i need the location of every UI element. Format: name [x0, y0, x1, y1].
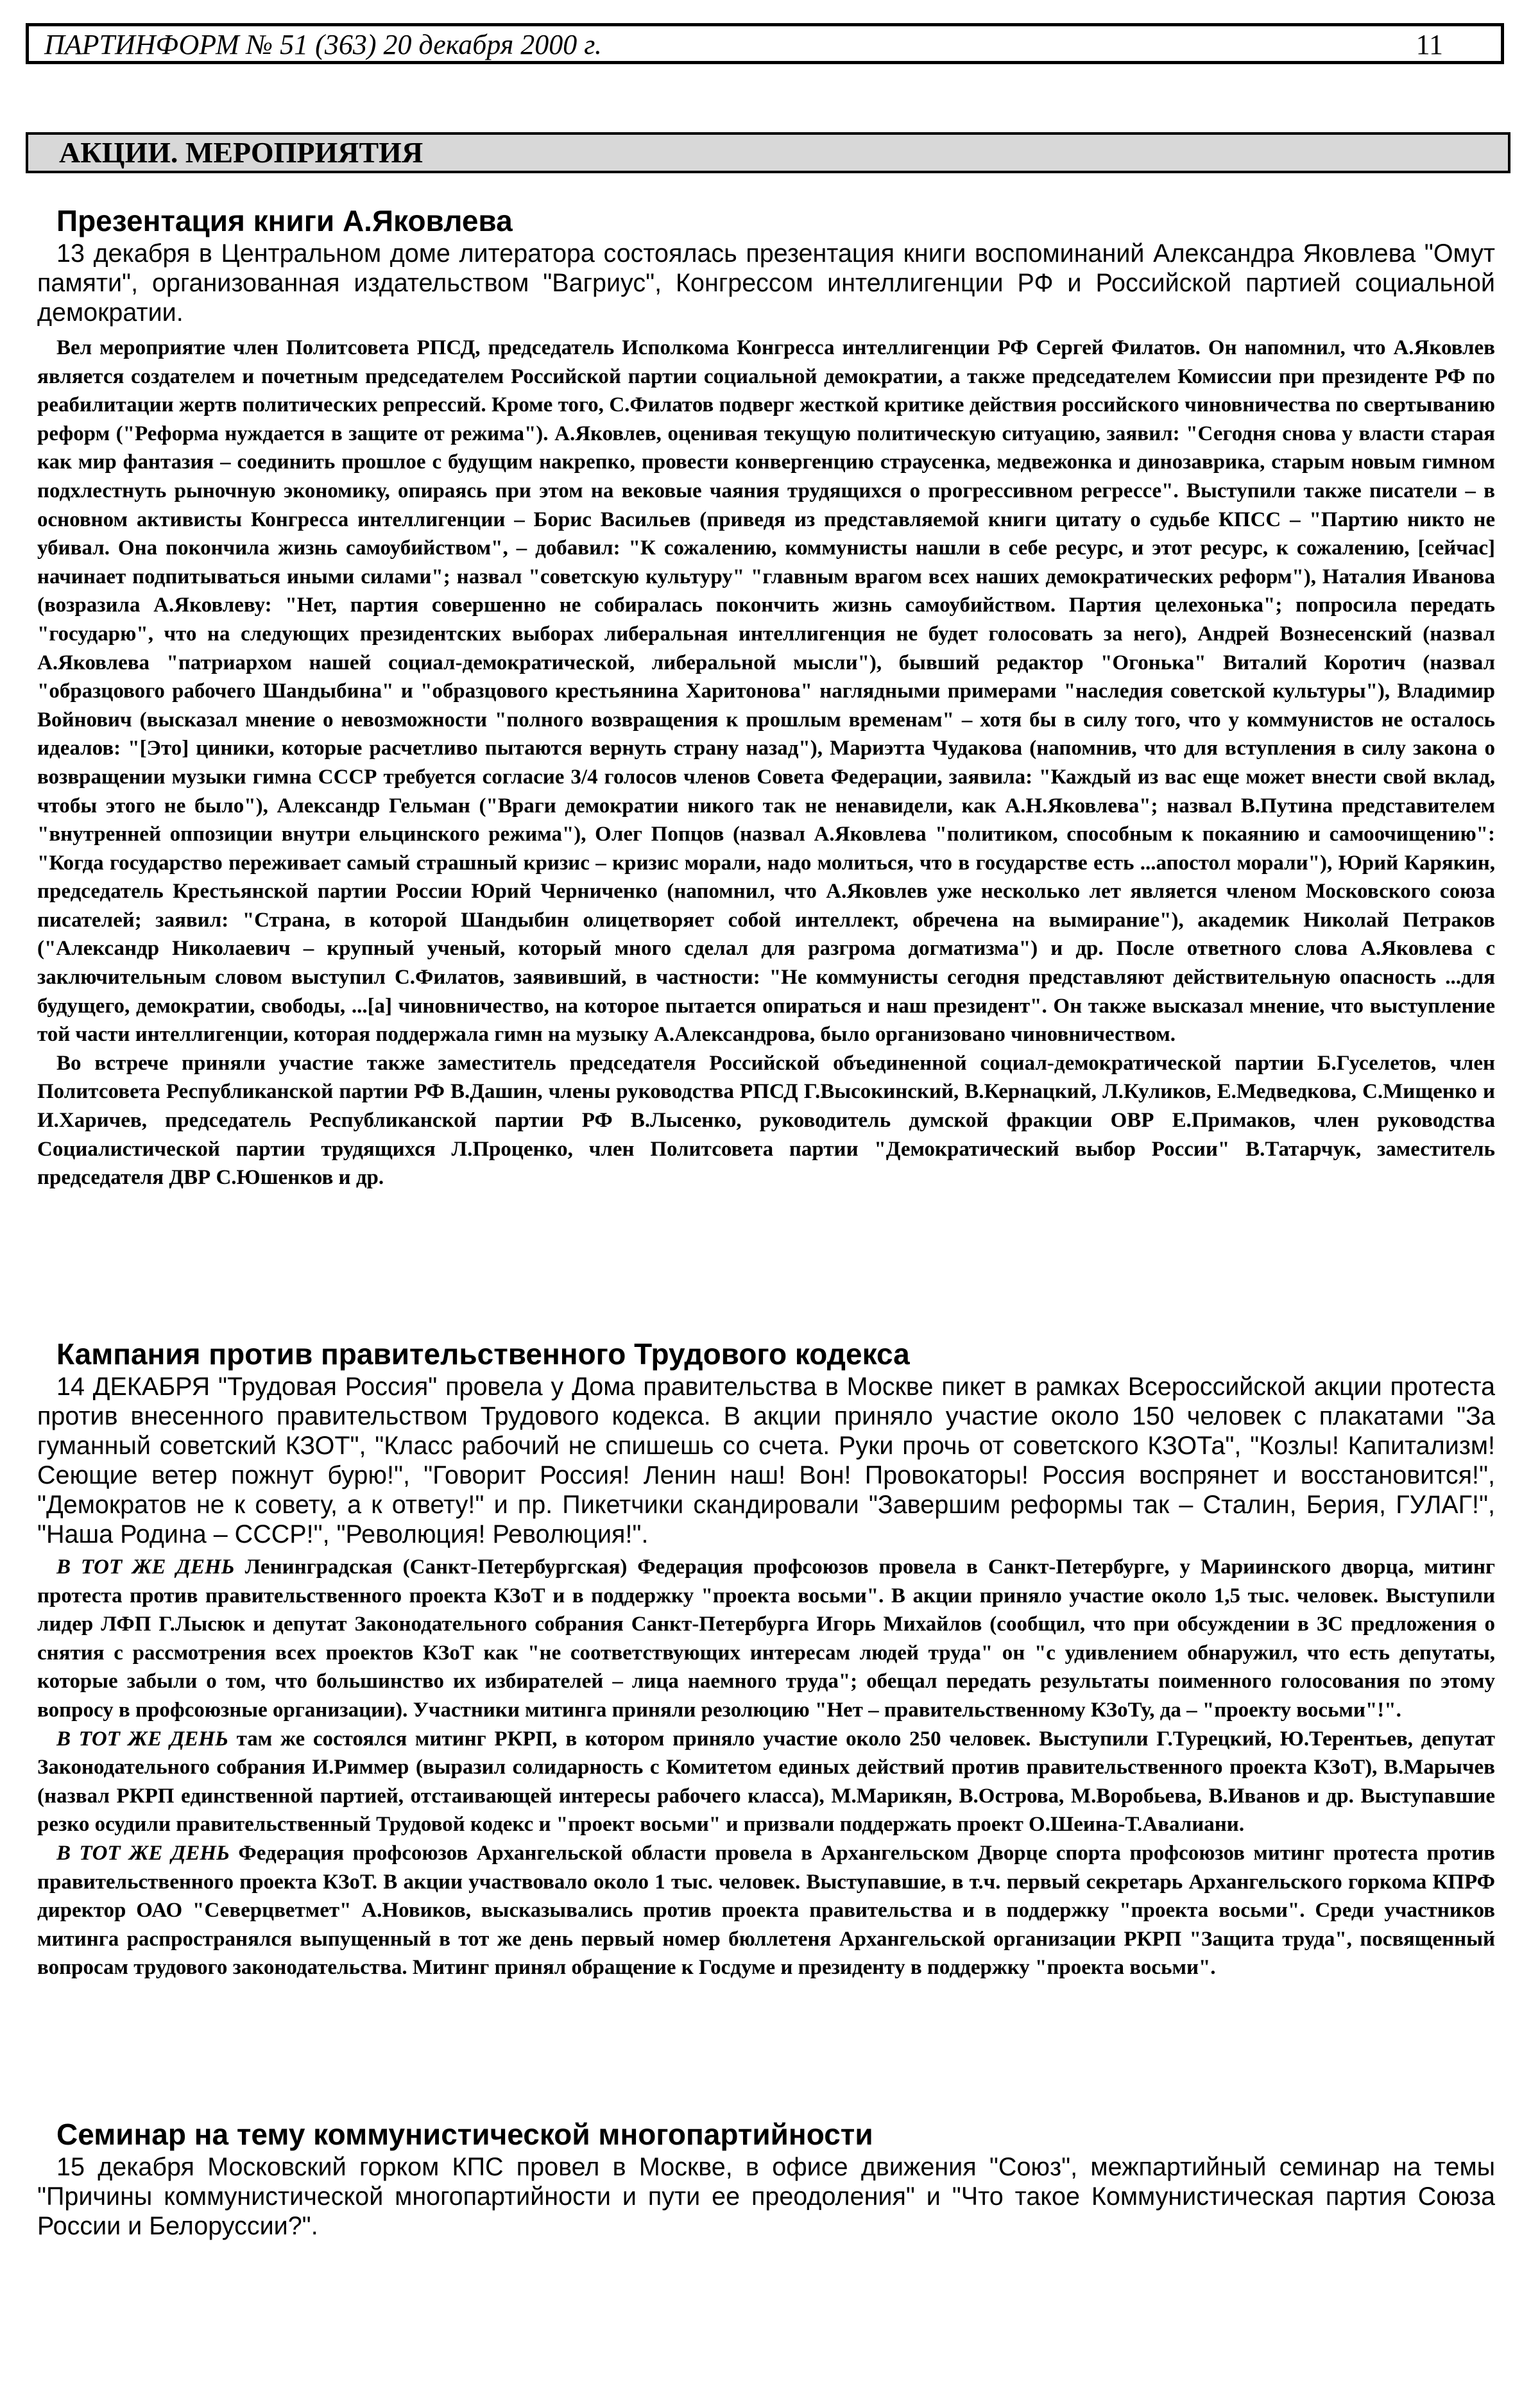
- paragraph-lead-in: В ТОТ ЖЕ ДЕНЬ: [56, 1727, 228, 1751]
- article-lead: 13 декабря в Центральном доме литератора состоялась презентация книги воспоминаний Александра Яковлева "Омут памяти", организованная издательством "Вагриус", Конгрессом интеллигенции РФ и Российской партией социальной демократии.: [37, 239, 1495, 327]
- article-paragraph: [37, 1553, 1495, 1725]
- article-paragraph: [37, 1725, 1495, 1839]
- article-title: Презентация книги А.Яковлева: [56, 204, 513, 237]
- article-seminar: [37, 2118, 1495, 2241]
- article-book-presentation: [37, 204, 1495, 1192]
- paragraph-text: Ленинградская (Санкт-Петербургская) Федерация профсоюзов провела в Санкт-Петербурге, у Мариинского дворца, митинг протеста против правительственного проекта КЗоТ и в поддержку "проекта восьми". В акции приняло участие около 1,5 тыс. человек. Выступили лидер ЛФП Г.Лысюк и депутат Законодательного собрания Санкт-Петербурга Игорь Михайлов (сообщил, что при обсуждении в ЗС предложения о снятия с рассмотрения всех проектов КЗоТ как "не соответствующих интересам людей труда" он "с удивлением обнаружил, что есть депутаты, которые забыли о том, что большинство их избирателей – лица наемного труда"; обещал передать результаты поименного голосования по этому вопросу в профсоюзные организации). Участники митинга приняли резолюцию "Нет – правительственному КЗоТу, да – "проекту восьми"!".: [37, 1555, 1495, 1722]
- publication-title: ПАРТИНФОРМ № 51 (363) 20 декабря 2000 г.: [44, 29, 602, 60]
- article-title: Кампания против правительственного Трудового кодекса: [56, 1337, 910, 1371]
- article-title: Семинар на тему коммунистической многопартийности: [56, 2118, 873, 2151]
- article-lead: 15 декабря Московский горком КПС провел в Москве, в офисе движения "Союз", межпартийный семинар на темы "Причины коммунистической многопартийности и пути ее преодоления" и "Что такое Коммунистическая партия Союза России и Белоруссии?".: [37, 2153, 1495, 2240]
- article-paragraph: Вел мероприятие член Политсовета РПСД, председатель Исполкома Конгресса интеллигенции РФ Сергей Филатов. Он напомнил, что А.Яковлев является создателем и почетным председателем Российской партии социальной демократии, а также председателем Комиссии при президенте РФ по реабилитации жертв политических репрессий. Кроме того, С.Филатов подверг жесткой критике действия российского чиновничества по свертыванию реформ ("Реформа нуждается в защите от режима"). А.Яковлев, оценивая текущую политическую ситуацию, заявил: "Сегодня снова у власти старая как мир фантазия – соединить прошлое с будущим накрепко, провести конвергенцию страусенка, медвежонка и динозаврика, старым новым гимном подхлестнуть рыночную экономику, опираясь при этом на вековые чаяния трудящихся о прогрессивном регрессе". Выступили также писатели – в основном активисты Конгресса интеллигенции – Борис Васильев (приведя из представляемой книги цитату о судьбе КПСС – "Партию никто не убивал. Она покончила жизнь самоубийством", – добавил: "К сожалению, коммунисты нашли в себе ресурс, и этот ресурс, к сожалению, [сейчас] начинает подпитываться иными силами"; назвал "советскую культуру" "главным врагом всех наших демократических реформ"), Наталия Иванова (возразила А.Яковлеву: "Нет, партия совершенно не собиралась покончить жизнь самоубийством. Партия целехонька"; попросила передать "государю", что на следующих президентских выборах либеральная интеллигенция не будет голосовать за него), Андрей Вознесенский (назвал А.Яковлева "патриархом нашей социал-демократической, либеральной мысли"), бывший редактор "Огонька" Виталий Коротич (назвал "образцового рабочего Шандыбина" и "образцового крестьянина Харитонова" наглядными примерами "наследия советской культуры"), Владимир Войнович (высказал мнение о невозможности "полного возвращения к прошлым временам" – хотя бы в силу того, что у коммунистов не осталось идеалов: "[Это] циники, которые расчетливо пытаются вернуть страну назад"), Мариэтта Чудакова (напомнив, что для вступления в силу закона о возвращении музыки гимна СССР требуется согласие 3/4 голосов членов Совета Федерации, заявила: "Каждый из вас еще может внести свой вклад, чтобы этого не было"), Александр Гельман ("Враги демократии никого так не ненавидели, как А.Н.Яковлева"; назвал В.Путина представителем "внутренней оппозиции внутри ельцинского режима"), Олег Попцов (назвал А.Яковлева "политиком, способным к покаянию и самоочищению": "Когда государство переживает самый страшный кризис – кризис морали, надо молиться, что в государстве есть ...апостол морали"), Юрий Карякин, председатель Крестьянской партии России Юрий Черниченко (напомнил, что А.Яковлев уже несколько лет является членом Московского союза писателей; заявил: "Страна, в которой Шандыбин олицетворяет собой интеллект, обречена на вымирание"), академик Николай Петраков ("Александр Николаевич – крупный ученый, который много сделал для разгрома догматизма") и др. После ответного слова А.Яковлева с заключительным словом выступил С.Филатов, заявивший, в частности: "Не коммунисты сегодня представляют действительную опасность ...для будущего, демократии, свободы, ...[а] чиновничество, на которое пытается опираться и наш президент". Он также высказал мнение, что выступление той части интеллигенции, которая поддержала гимн на музыку А.Александрова, было организовано чиновничеством.: [37, 336, 1495, 1047]
- page-header: [26, 23, 1504, 64]
- article-paragraph: [37, 1839, 1495, 1982]
- article-paragraph: Во встрече приняли участие также заместитель председателя Российской объединенной социал-демократической партии Б.Гуселетов, член Политсовета Республиканской партии РФ В.Дашин, члены руководства РПСД Г.Высокинский, В.Кернацкий, Л.Куликов, Е.Медведкова, С.Мищенко и И.Харичев, председатель Республиканской партии РФ В.Лысенко, руководитель думской фракции ОВР Е.Примаков, член руководства Социалистической партии трудящихся Л.Проценко, член Политсовета партии "Демократический выбор России" В.Татарчук, заместитель председателя ДВР С.Юшенков и др.: [37, 1051, 1495, 1190]
- paragraph-lead-in: В ТОТ ЖЕ ДЕНЬ: [56, 1555, 235, 1579]
- article-labor-code-campaign: [37, 1337, 1495, 1982]
- paragraph-text: там же состоялся митинг РКРП, в котором приняло участие около 250 человек. Выступили Г.Турецкий, Ю.Терентьев, депутат Законодательного собрания И.Риммер (выразил солидарность с Комитетом единых действий против правительственного проекта КЗоТ), В.Марычев (назвал РКРП единственной партией, отстаивающей интересы рабочего класса), М.Марикян, В.Острова, М.Воробьева, В.Иванов и др. Выступавшие резко осудили правительственный Трудовой кодекс и "проект восьми" и призвали поддержать проект О.Шеина-Т.Авалиани.: [37, 1727, 1496, 1837]
- page-number: 11: [1416, 29, 1443, 60]
- article-lead: 14 ДЕКАБРЯ "Трудовая Россия" провела у Дома правительства в Москве пикет в рамках Всероссийской акции протеста против внесенного правительством Трудового кодекса. В акции приняло участие около 150 человек с плакатами "За гуманный советский КЗОТ", "Класс рабочий не спишешь со счета. Руки прочь от советского КЗОТа", "Козлы! Капитализм! Сеющие ветер пожнут бурю!", "Говорит Россия! Ленин наш! Вон! Провокаторы! Россия воспрянет и восстановится!", "Демократов не к совету, а к ответу!" и пр. Пикетчики скандировали "Завершим реформы так – Сталин, Берия, ГУЛАГ!", "Наша Родина – СССР!", "Революция! Революция!".: [37, 1373, 1495, 1548]
- section-title: АКЦИИ. МЕРОПРИЯТИЯ: [26, 132, 1510, 173]
- paragraph-lead-in: В ТОТ ЖЕ ДЕНЬ: [56, 1841, 230, 1865]
- paragraph-text: Федерация профсоюзов Архангельской области провела в Архангельском Дворце спорта профсоюзов митинг протеста против правительственного проекта КЗоТ. В акции участвовало около 1 тыс. человек. Выступавшие, в т.ч. первый секретарь Архангельского горкома КПРФ директор ОАО "Северцветмет" А.Новиков, высказывались против проекта правительства и в поддержку "проекта восьми". Среди участников митинга распространялся выпущенный в тот же день первый номер бюллетеня Архангельской организации РКРП "Защита труда", посвященный вопросам трудового законодательства. Митинг принял обращение к Госдуме и президенту в поддержку "проекта восьми".: [37, 1841, 1495, 1980]
